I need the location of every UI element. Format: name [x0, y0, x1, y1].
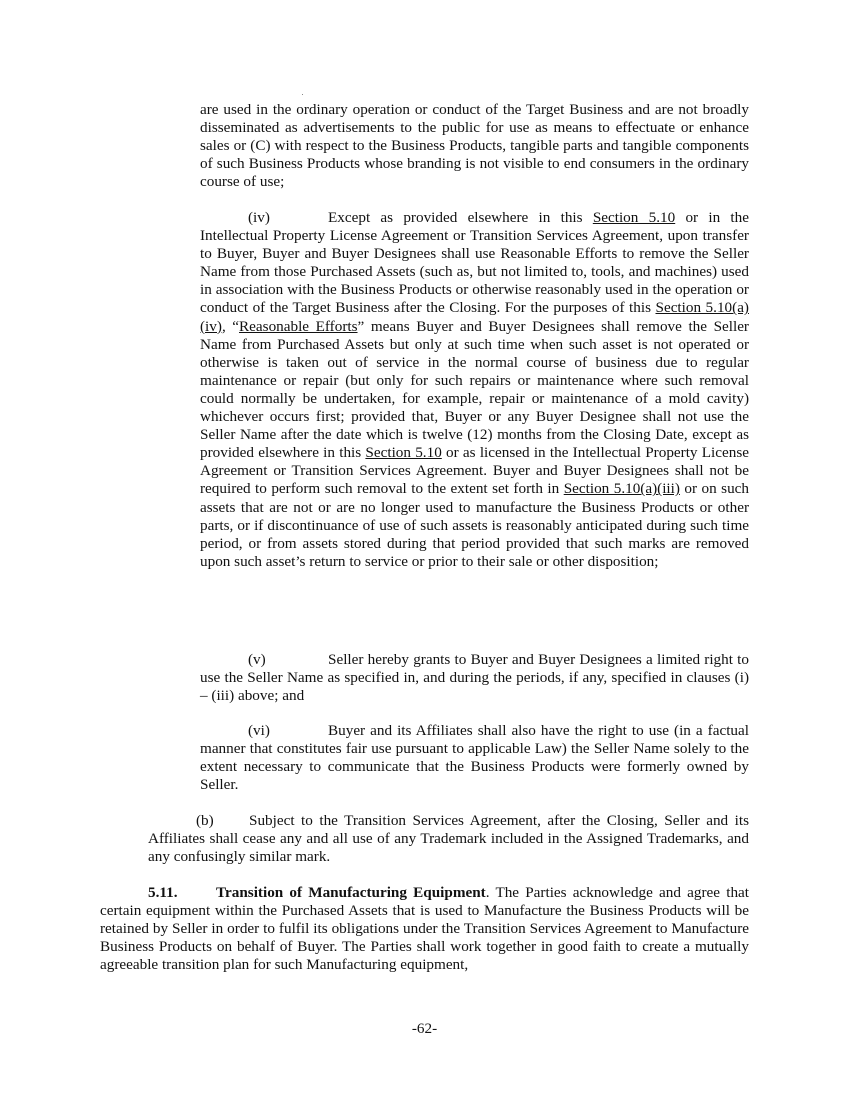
paragraph-b-text: Subject to the Transition Services Agreement, after the Closing, Seller and its Affiliates shall cease any and all use of any Trademark included in the Assigned Trademarks, and any confusingly similar mark.	[148, 812, 749, 866]
paragraph-vi	[200, 722, 749, 794]
clause-number-iv: (iv)	[248, 209, 270, 226]
paragraph-b	[148, 812, 749, 866]
section-reference: Section 5.10	[365, 444, 442, 462]
section-reference: Section 5.10(a)(iii)	[563, 480, 680, 498]
section-number: 5.11.	[148, 884, 178, 901]
clause-number-v: (v)	[248, 651, 266, 668]
paragraph-continuation-text: are used in the ordinary operation or conduct of the Target Business and are not broadly disseminated as advertisements to the public for use as means to effectuate or enhance sales or (C) with respect to the Business Products, tangible parts and tangible components of such Business Products whose branding is not visible to end consumers in the ordinary course of use;	[200, 101, 749, 191]
defined-term: Reasonable Efforts	[239, 317, 358, 335]
paragraph-iv-text-5: or as licensed in the Intellectual Property License Agreement or Transition Services Agreement. Buyer and Buyer Designees shall not be required to perform such removal to the extent set forth in	[200, 444, 749, 498]
section-reference: Section 5.10(a)(iv)	[200, 299, 749, 335]
paragraph-iv	[200, 209, 749, 571]
paragraph-iv-text-2: or in the Intellectual Property License Agreement or Transition Services Agreement, upon transfer to Buyer, Buyer and Buyer Designees shall use Reasonable Efforts to remove the Seller Name from those Purchased Assets (such as, but not limited to, tools, and machines) used in association with the Business Products or otherwise reasonably used in the operation or conduct of the Target Business after the Closing. For the purposes of this	[200, 209, 749, 317]
paragraph-v-text: Seller hereby grants to Buyer and Buyer Designees a limited right to use the Seller Name as specified in, and during the periods, if any, specified in clauses (i) – (iii) above; and	[200, 651, 749, 705]
clause-number-vi: (vi)	[248, 722, 270, 739]
paragraph-iv-text-4: ” means Buyer and Buyer Designees shall remove the Seller Name from Purchased Assets but only at such time when such asset is not operated or otherwise is taken out of service in the normal course of business due to regular maintenance or repair (but only for such repairs or maintenance where such removal could normally be undertaken, for example, repair or maintenance of a mold cavity) whichever occurs first; provided that, Buyer or any Buyer Designee shall not use the Seller Name after the date which is twelve (12) months from the Closing Date, except as provided elsewhere in this	[200, 317, 749, 462]
section-heading: Transition of Manufacturing Equipment	[216, 884, 486, 901]
page-number: -62-	[411, 1020, 438, 1037]
paragraph-continuation	[200, 101, 749, 191]
clause-number-b: (b)	[196, 812, 214, 829]
section-reference: Section 5.10	[592, 209, 676, 226]
paragraph-vi-text: Buyer and its Affiliates shall also have the right to use (in a factual manner that constitutes fair use pursuant to applicable Law) the Seller Name solely to the extent necessary to communicate that the Business Products were formerly owned by Seller.	[200, 722, 749, 794]
section-5-11	[100, 884, 749, 974]
paragraph-iv-text-3: , “	[221, 317, 240, 335]
section-5-11-text: . The Parties acknowledge and agree that certain equipment within the Purchased Assets that is used to Manufacture the Business Products will be retained by Seller in order to fulfil its obligations under the Transition Services Agreement to Manufacture Business Products on behalf of Buyer. The Parties shall work together in good faith to create a mutually agreeable transition plan for such Manufacturing equipment,	[100, 884, 749, 974]
paragraph-iv-text-1: Except as provided elsewhere in this	[328, 209, 593, 226]
paragraph-v	[200, 651, 749, 705]
paragraph-iv-text-6: or on such assets that are not or are no longer used to manufacture the Business Products or other parts, or if discontinuance of use of such assets is reasonably anticipated during such time period, or from assets stored during that period provided that such marks are removed upon such asset’s return to service or prior to their sale or other disposition;	[200, 480, 750, 570]
scan-artifact-dot	[302, 94, 303, 95]
